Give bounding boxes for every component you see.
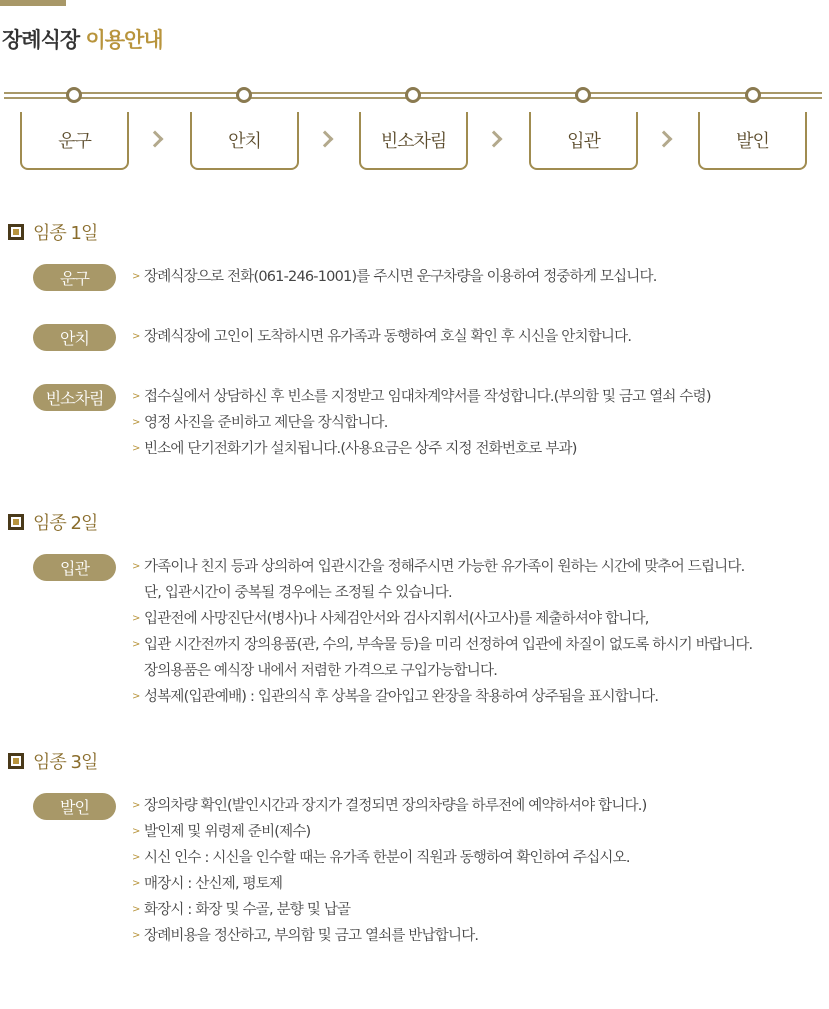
list-item: > 입관전에 사망진단서(병사)나 사체검안서와 검사지휘서(사고사)를 제출하셔야 합니다,	[132, 606, 822, 632]
list-item: > 영정 사진을 준비하고 제단을 장식합니다.	[132, 410, 822, 436]
chevron-right-icon: >	[132, 561, 140, 572]
chevron-right-icon: >	[132, 930, 140, 941]
chevron-right-icon: >	[132, 800, 140, 811]
square-bullet-icon	[8, 224, 24, 240]
chevron-right-icon: >	[132, 331, 140, 342]
process-dot-icon	[405, 87, 421, 103]
chevron-right-icon: >	[132, 443, 140, 454]
section-title-day1: 임종 1일	[8, 219, 97, 245]
chevron-right-icon: >	[132, 613, 140, 624]
badge-barin: 발인	[33, 793, 116, 820]
process-step-binsochallim: 빈소차림	[359, 112, 468, 170]
badge-unggu: 운구	[33, 264, 116, 291]
list-item: > 화장시 : 화장 및 수골, 분향 및 납골	[132, 897, 822, 923]
list-item: > 가족이나 친지 등과 상의하여 입관시간을 정해주시면 가능한 유가족이 원하는 시간에 맞추어 드립니다. 단, 입관시간이 중복될 경우에는 조정될 수 있습니다.	[132, 554, 822, 606]
list-item: > 입관 시간전까지 장의용품(관, 수의, 부속물 등)을 미리 선정하여 입관에 차질이 없도록 하시기 바랍니다. 장의용품은 예식장 내에서 저렴한 가격으로 구입가능합니다.	[132, 632, 822, 684]
chevron-right-icon	[317, 131, 334, 148]
section-title-day2: 임종 2일	[8, 509, 97, 535]
list-item: > 접수실에서 상담하신 후 빈소를 지정받고 임대차계약서를 작성합니다.(부의함 및 금고 열쇠 수령)	[132, 384, 822, 410]
chevron-right-icon: >	[132, 639, 140, 650]
section-title-day3: 임종 3일	[8, 748, 97, 774]
process-step-unggu: 운구	[20, 112, 129, 170]
list-item: > 발인제 및 위령제 준비(제수)	[132, 819, 822, 845]
item-list	[132, 324, 822, 350]
badge-ipgwan: 입관	[33, 554, 116, 581]
process-dot-icon	[575, 87, 591, 103]
process-dot-icon	[236, 87, 252, 103]
item-list	[132, 554, 822, 710]
chevron-right-icon: >	[132, 826, 140, 837]
square-bullet-icon	[8, 514, 24, 530]
chevron-right-icon: >	[132, 391, 140, 402]
square-bullet-icon	[8, 753, 24, 769]
process-dot-icon	[745, 87, 761, 103]
top-tab-marker	[0, 0, 66, 6]
chevron-right-icon: >	[132, 691, 140, 702]
chevron-right-icon: >	[132, 417, 140, 428]
chevron-right-icon	[486, 131, 503, 148]
chevron-right-icon: >	[132, 878, 140, 889]
process-dot-icon	[66, 87, 82, 103]
process-step-anchi: 안치	[190, 112, 299, 170]
chevron-right-icon: >	[132, 852, 140, 863]
item-list	[132, 384, 822, 462]
chevron-right-icon: >	[132, 904, 140, 915]
chevron-right-icon: >	[132, 271, 140, 282]
list-item: > 장의차량 확인(발인시간과 장지가 결정되면 장의차량을 하루전에 예약하셔야 합니다.)	[132, 793, 822, 819]
list-item: > 성복제(입관예배) : 입관의식 후 상복을 갈아입고 완장을 착용하여 상주됨을 표시합니다.	[132, 684, 822, 710]
chevron-right-icon	[656, 131, 673, 148]
page-title: 장례식장 이용안내	[2, 28, 163, 52]
list-item: > 빈소에 단기전화기가 설치됩니다.(사용요금은 상주 지정 전화번호로 부과)	[132, 436, 822, 462]
list-item: > 매장시 : 산신제, 평토제	[132, 871, 822, 897]
chevron-right-icon	[147, 131, 164, 148]
list-item: > 장례비용을 정산하고, 부의함 및 금고 열쇠를 반납합니다.	[132, 923, 822, 949]
list-item: > 장례식장에 고인이 도착하시면 유가족과 동행하여 호실 확인 후 시신을 안치합니다.	[132, 324, 822, 350]
badge-binsochallim: 빈소차림	[33, 384, 116, 411]
process-flow	[0, 80, 829, 180]
process-step-barin: 발인	[698, 112, 807, 170]
list-item: > 장례식장으로 전화(061-246-1001)를 주시면 운구차량을 이용하여 정중하게 모십니다.	[132, 264, 822, 290]
process-step-ipgwan: 입관	[529, 112, 638, 170]
list-item: > 시신 인수 : 시신을 인수할 때는 유가족 한분이 직원과 동행하여 확인하여 주십시오.	[132, 845, 822, 871]
badge-anchi: 안치	[33, 324, 116, 351]
item-list	[132, 793, 822, 949]
item-list	[132, 264, 822, 290]
